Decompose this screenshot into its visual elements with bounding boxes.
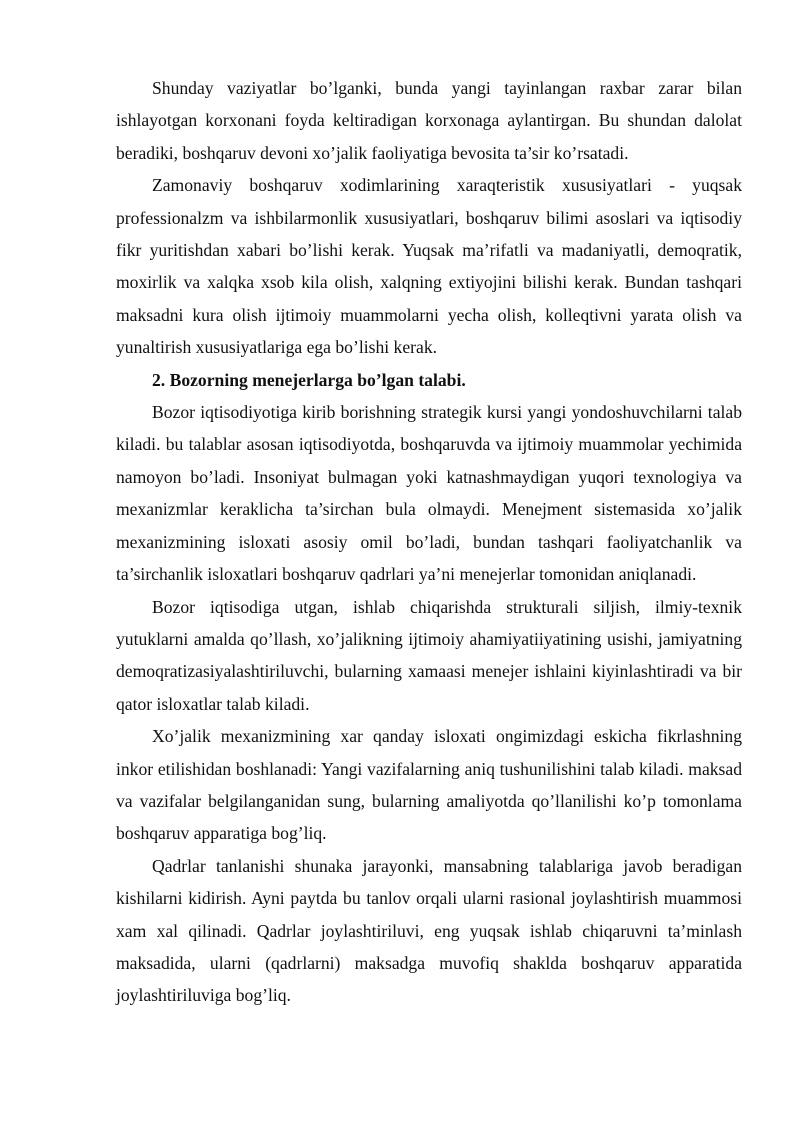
- paragraph-1: Shunday vaziyatlar bo’lganki, bunda yangi tayinlangan raxbar zarar bilan ishlayotgan korxonani foyda keltiradigan korxonaga aylantirgan. Bu shundan dalolat beradiki, boshqaruv devoni xo’jalik faoliyatiga bevosita ta’sir ko’rsatadi.: [116, 78, 742, 163]
- paragraph-5: Xo’jalik mexanizmining xar qanday isloxati ongimizdagi eskicha fikrlashning inkor etilishidan boshlanadi: Yangi vazifalarning aniq tushunilishini talab kiladi. maksad va vazifalar belgilanganidan sung, bularning amaliyotda qo’llanilishi ko’p tomonlama boshqaruv apparatiga bog’liq.: [116, 726, 742, 844]
- paragraph-6: Qadrlar tanlanishi shunaka jarayonki, mansabning talablariga javob beradigan kishilarni kidirish. Ayni paytda bu tanlov orqali ularni rasional joylashtirish muammosi xam xal qilinadi. Qadrlar joylashtiriluvi, eng yuqsak ishlab chiqaruvni ta’minlash maksadida, ularni (qadrlarni) maksadga muvofiq shaklda boshqaruv apparatida joylashtiriluviga bog’liq.: [116, 855, 742, 1006]
- section-heading: 2. Bozorning menejerlarga bo’lgan talabi.: [152, 369, 466, 390]
- document-body: [116, 72, 742, 1012]
- paragraph-4: Bozor iqtisodiga utgan, ishlab chiqarishda strukturali siljish, ilmiy-texnik yutuklarni amalda qo’llash, xo’jalikning ijtimoiy ahamiyatiiyatining usishi, jamiyatning demoqratizasiyalashtiriluvchi, bularning xamaasi menejer ishlaini kiyinlashtiradi va bir qator isloxatlar talab kiladi.: [116, 596, 742, 714]
- paragraph-2: Zamonaviy boshqaruv xodimlarining xaraqteristik xususiyatlari - yuqsak professionalzm va ishbilarmonlik xususiyatlari, boshqaruv bilimi asoslari va iqtisodiy fikr yuritishdan xabari bo’lishi kerak. Yuqsak ma’rifatli va madaniyatli, demoqratik, moxirlik va xalqka xsob kila olish, xalqning extiyojini bilishi kerak. Bundan tashqari maksadni kura olish ijtimoiy muammolarni yecha olish, kolleqtivni yarata olish va yunaltirish xususiyatlariga ega bo’lishi kerak.: [116, 175, 742, 358]
- paragraph-3: Bozor iqtisodiyotiga kirib borishning strategik kursi yangi yondoshuvchilarni talab kiladi. bu talablar asosan iqtisodiyotda, boshqaruvda va ijtimoiy muammolar yechimida namoyon bo’ladi. Insoniyat bulmagan yoki katnashmaydigan yuqori texnologiya va mexanizmlar keraklicha ta’sirchan bula olmaydi. Menejment sistemasida xo’jalik mexanizmining isloxati asosiy omil bo’ladi, bundan tashqari faoliyatchanlik va ta’sirchanlik isloxatlari boshqaruv qadrlari ya’ni menejerlar tomonidan aniqlanadi.: [116, 402, 742, 585]
